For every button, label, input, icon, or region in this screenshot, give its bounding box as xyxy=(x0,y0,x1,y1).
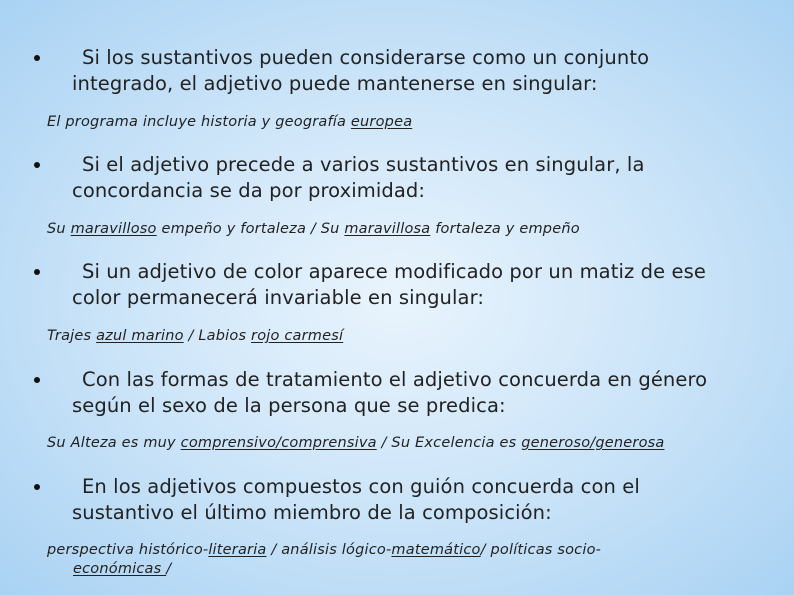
bullet-item xyxy=(34,152,774,204)
example-line xyxy=(47,327,777,346)
example-text: Su xyxy=(47,221,71,237)
bullet-text xyxy=(34,474,774,526)
example-line xyxy=(47,434,777,453)
example-underlined: matemático xyxy=(391,542,481,558)
bullet-dot-icon xyxy=(34,269,40,275)
example-text: / análisis lógico- xyxy=(266,542,392,558)
example-text: / Labios xyxy=(183,328,252,344)
example-underlined: comprensivo/comprensiva xyxy=(180,435,377,451)
bullet-line-1: Si un adjetivo de color aparece modificado por un matiz de ese xyxy=(82,260,706,283)
example-underlined: europea xyxy=(350,114,413,130)
example-text: perspectiva histórico- xyxy=(47,542,209,558)
bullet-dot-icon xyxy=(34,377,40,383)
example-underlined: maravilloso xyxy=(70,221,157,237)
example-text: Su Alteza es muy xyxy=(47,435,181,451)
bullet-text xyxy=(34,152,774,204)
bullet-line-1: Si los sustantivos pueden considerarse como un conjunto xyxy=(82,46,650,69)
bullet-line-1: En los adjetivos compuestos con guión concuerda con el xyxy=(82,475,640,498)
bullet-text xyxy=(34,45,774,97)
bullet-text xyxy=(34,367,774,419)
example-underlined: generoso/generosa xyxy=(521,435,665,451)
example-underlined: literaria xyxy=(208,542,267,558)
example-underlined: maravillosa xyxy=(344,221,431,237)
bullet-dot-icon xyxy=(34,55,40,61)
example-text: El programa incluye historia y geografía xyxy=(47,114,351,130)
bullet-line-1: Si el adjetivo precede a varios sustantivos en singular, la xyxy=(82,153,645,176)
bullet-line-2: según el sexo de la persona que se predica: xyxy=(72,394,506,417)
bullet-item xyxy=(34,259,774,311)
bullet-item xyxy=(34,367,774,419)
example-underlined: rojo carmesí xyxy=(251,328,344,344)
bullet-line-1: Con las formas de tratamiento el adjetivo concuerda en género xyxy=(82,368,708,391)
bullet-text xyxy=(34,259,774,311)
example-underlined: económicas xyxy=(73,561,167,577)
bullet-item xyxy=(34,474,774,526)
bullet-line-2: concordancia se da por proximidad: xyxy=(72,179,426,202)
example-line xyxy=(47,541,777,579)
bullet-item xyxy=(34,45,774,97)
bullet-dot-icon xyxy=(34,162,40,168)
example-text: fortaleza y empeño xyxy=(430,221,580,237)
bullet-dot-icon xyxy=(34,484,40,490)
example-text: empeño y fortaleza / Su xyxy=(156,221,345,237)
bullet-line-2: color permanecerá invariable en singular: xyxy=(72,286,485,309)
example-line xyxy=(47,220,777,239)
example-line xyxy=(47,113,777,132)
bullet-line-2: sustantivo el último miembro de la composición: xyxy=(72,501,552,524)
example-text: / políticas socio- xyxy=(480,542,602,558)
example-text: / Su Excelencia es xyxy=(376,435,522,451)
example-continuation xyxy=(47,560,777,579)
example-underlined: azul marino xyxy=(96,328,184,344)
bullet-line-2: integrado, el adjetivo puede mantenerse en singular: xyxy=(72,72,598,95)
example-text: / xyxy=(166,561,172,577)
example-text: Trajes xyxy=(47,328,97,344)
